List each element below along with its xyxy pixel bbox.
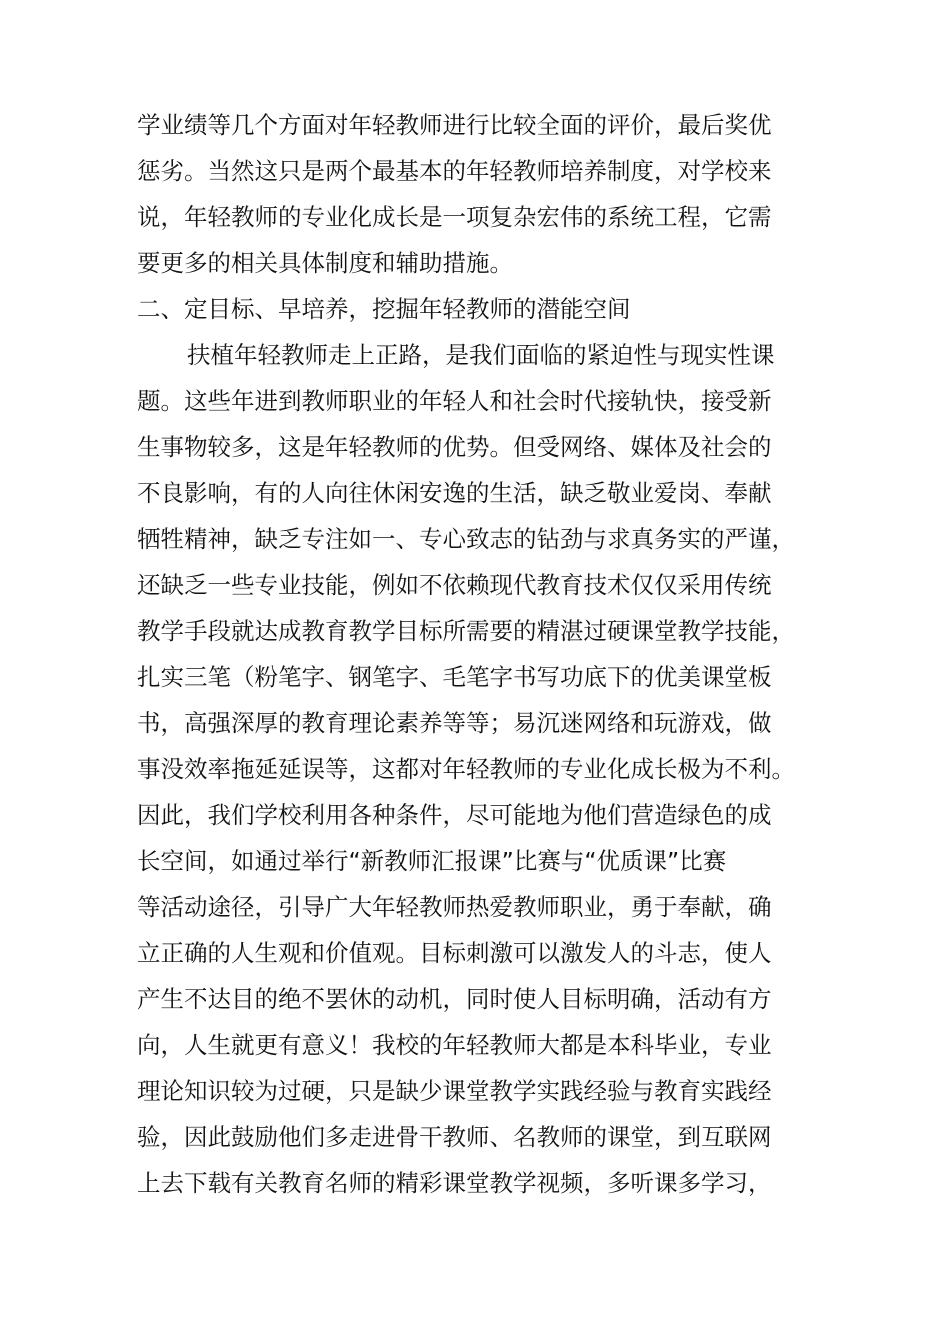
text-line: 理论知识较为过硬，只是缺少课堂教学实践经验与教育实践经 (137, 1077, 772, 1105)
text-line: 学业绩等几个方面对年轻教师进行比较全面的评价，最后奖优 (137, 111, 772, 139)
text-line: 扎实三笔（粉笔字、钢笔字、毛笔字书写功底下的优美课堂板 (137, 663, 772, 691)
text-line: 教学手段就达成教育教学目标所需要的精湛过硬课堂教学技能， (137, 617, 795, 645)
text-line: 生事物较多，这是年轻教师的优势。但受网络、媒体及社会的 (137, 433, 772, 461)
paragraph-first-line: 扶植年轻教师走上正路，是我们面临的紧迫性与现实性课 (187, 341, 775, 369)
text-line: 上去下载有关教育名师的精彩课堂教学视频，多听课多学习， (137, 1169, 772, 1197)
text-line: 还缺乏一些专业技能，例如不依赖现代教育技术仅仅采用传统 (137, 571, 772, 599)
text-line: 牺牲精神，缺乏专注如一、专心致志的钻劲与求真务实的严谨， (137, 525, 795, 553)
text-line: 说，年轻教师的专业化成长是一项复杂宏伟的系统工程，它需 (137, 203, 772, 231)
text-line: 长空间，如通过举行“新教师汇报课”比赛与“优质课”比赛 (137, 847, 727, 875)
body-text (137, 102, 837, 1206)
text-line: 题。这些年进到教师职业的年轻人和社会时代接轨快，接受新 (137, 387, 772, 415)
text-line: 产生不达目的绝不罢休的动机，同时使人目标明确，活动有方 (137, 985, 772, 1013)
text-line: 事没效率拖延延误等，这都对年轻教师的专业化成长极为不利。 (137, 755, 795, 783)
section-heading: 二、定目标、早培养，挖掘年轻教师的潜能空间 (137, 295, 631, 323)
text-line: 等活动途径，引导广大年轻教师热爱教师职业，勇于奉献，确 (137, 893, 772, 921)
text-line: 验，因此鼓励他们多走进骨干教师、名教师的课堂，到互联网 (137, 1123, 772, 1151)
text-line: 要更多的相关具体制度和辅助措施。 (137, 249, 513, 277)
text-line: 立正确的人生观和价值观。目标刺激可以激发人的斗志，使人 (137, 939, 772, 967)
text-line: 书，高强深厚的教育理论素养等等；易沉迷网络和玩游戏，做 (137, 709, 772, 737)
text-line: 向，人生就更有意义！我校的年轻教师大都是本科毕业，专业 (137, 1031, 772, 1059)
text-line: 因此，我们学校利用各种条件，尽可能地为他们营造绿色的成 (137, 801, 772, 829)
text-line: 惩劣。当然这只是两个最基本的年轻教师培养制度，对学校来 (137, 157, 772, 185)
text-line: 不良影响，有的人向往休闲安逸的生活，缺乏敬业爱岗、奉献 (137, 479, 772, 507)
